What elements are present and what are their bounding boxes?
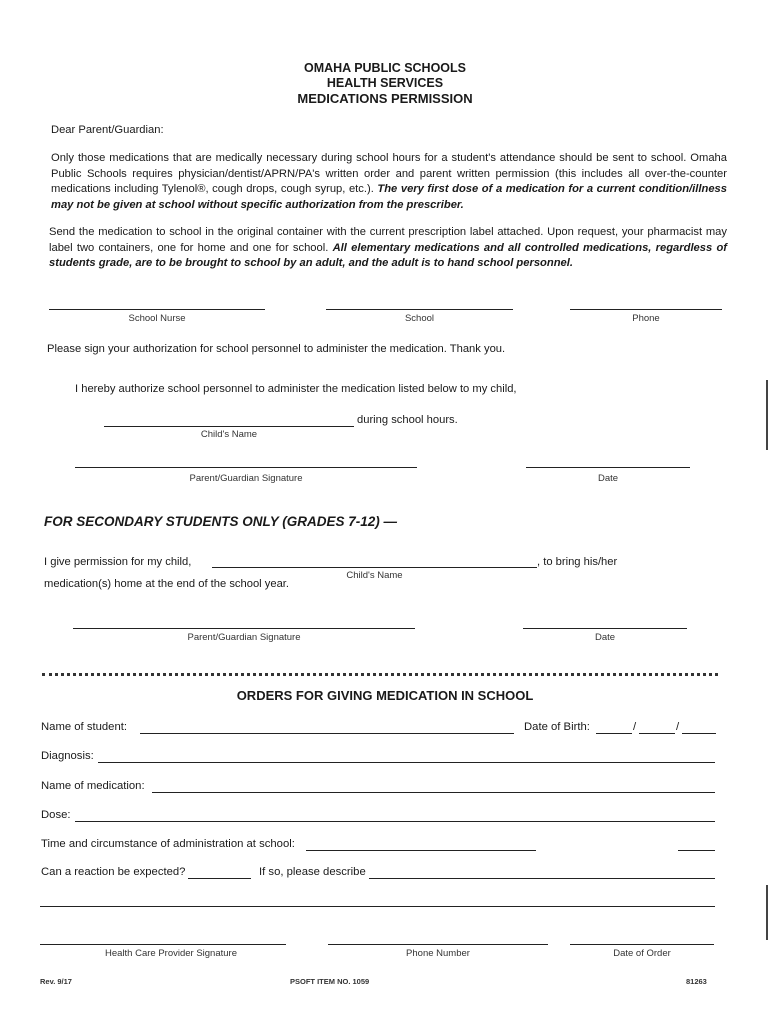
revision-note: Rev. 9/17 (40, 977, 72, 986)
medication-home-text: medication(s) home at the end of the school year. (44, 578, 290, 590)
student-name-line[interactable] (140, 733, 514, 734)
time-circumstance-line-end[interactable] (678, 850, 715, 851)
order-date-line[interactable] (570, 944, 714, 945)
time-circumstance-line[interactable] (306, 850, 536, 851)
bring-text: , to bring his/her (537, 556, 618, 568)
salutation: Dear Parent/Guardian: (51, 124, 164, 136)
dob-month-line[interactable] (596, 733, 632, 734)
secondary-child-name-caption: Child's Name (346, 570, 403, 581)
parent-signature-line[interactable] (75, 467, 417, 468)
intro-paragraph (51, 151, 727, 213)
authorization-statement: I hereby authorize school personnel to administer the medication listed below to my child, (75, 383, 517, 395)
scan-edge-mark (766, 380, 768, 450)
tear-off-separator (42, 673, 718, 676)
diagnosis-line[interactable] (98, 762, 715, 763)
secondary-date-line[interactable] (523, 628, 687, 629)
child-name-caption: Child's Name (200, 429, 258, 440)
dose-line[interactable] (75, 821, 715, 822)
secondary-parent-signature-caption: Parent/Guardian Signature (187, 632, 301, 643)
permission-text: I give permission for my child, (44, 556, 192, 568)
provider-signature-caption: Health Care Provider Signature (104, 948, 237, 959)
child-name-line[interactable] (104, 426, 354, 427)
describe-continuation-line[interactable] (40, 906, 715, 907)
dob-year-line[interactable] (682, 733, 716, 734)
school-nurse-line[interactable] (49, 309, 265, 310)
intro-emphasis: The very first dose of a medication for a current condition/illness may not be given at school without specific authorization from the prescriber. (51, 183, 727, 211)
phone-line[interactable] (570, 309, 722, 310)
form-code: 81263 (686, 977, 707, 986)
describe-label: If so, please describe (259, 866, 366, 878)
header-department: HEALTH SERVICES (326, 76, 444, 90)
sign-request: Please sign your authorization for school personnel to administer the medication. Thank you. (47, 343, 506, 355)
order-date-caption: Date of Order (613, 948, 671, 959)
during-school-hours: during school hours. (357, 414, 458, 426)
reaction-answer-line[interactable] (188, 878, 251, 879)
dob-separator-1: / (633, 721, 637, 733)
orders-heading: ORDERS FOR GIVING MEDICATION IN SCHOOL (236, 688, 534, 703)
date-caption: Date (597, 473, 619, 484)
medication-name-label: Name of medication: (41, 780, 145, 792)
school-caption: School (404, 313, 435, 324)
dose-label: Dose: (41, 809, 71, 821)
secondary-date-caption: Date (594, 632, 616, 643)
secondary-child-name-line[interactable] (212, 567, 537, 568)
page-title: MEDICATIONS PERMISSION (297, 91, 473, 106)
psoft-item-number: PSOFT ITEM NO. 1059 (290, 977, 370, 986)
instructions-paragraph (49, 225, 727, 272)
header-district: OMAHA PUBLIC SCHOOLS (303, 61, 467, 75)
dob-day-line[interactable] (639, 733, 675, 734)
instructions-text: Send the medication to school in the original container with the current prescription label attached. Upon request, your pharmacist may label two containers, one for home and one for school. (49, 226, 727, 254)
secondary-parent-signature-line[interactable] (73, 628, 415, 629)
dob-separator-2: / (676, 721, 680, 733)
date-line[interactable] (526, 467, 690, 468)
time-circumstance-label: Time and circumstance of administration at school: (41, 838, 295, 850)
dob-label: Date of Birth: (524, 721, 590, 733)
intro-text: Only those medications that are medically necessary during school hours for a student's attendance should be sent to school. Omaha Public Schools requires physician/dentist/APRN/PA's written order and parent written permission (this includes all over-the-counter medications including Tylenol®, cough drops, cough syrup, etc.). (51, 152, 727, 195)
provider-signature-line[interactable] (40, 944, 286, 945)
diagnosis-label: Diagnosis: (41, 750, 94, 762)
provider-phone-line[interactable] (328, 944, 548, 945)
school-line[interactable] (326, 309, 513, 310)
phone-caption: Phone (632, 313, 660, 324)
instructions-emphasis: All elementary medications and all controlled medications, regardless of students grade, are to be brought to school by an adult, and the adult is to hand school personnel. (49, 241, 727, 269)
describe-line[interactable] (369, 878, 715, 879)
parent-signature-caption: Parent/Guardian Signature (189, 473, 303, 484)
student-name-label: Name of student: (41, 721, 128, 733)
provider-phone-caption: Phone Number (406, 948, 470, 959)
medication-name-line[interactable] (152, 792, 715, 793)
scan-edge-mark (766, 885, 768, 940)
secondary-heading: FOR SECONDARY STUDENTS ONLY (GRADES 7-12) — (44, 514, 398, 529)
school-nurse-caption: School Nurse (128, 313, 186, 324)
reaction-label: Can a reaction be expected? (41, 866, 186, 878)
